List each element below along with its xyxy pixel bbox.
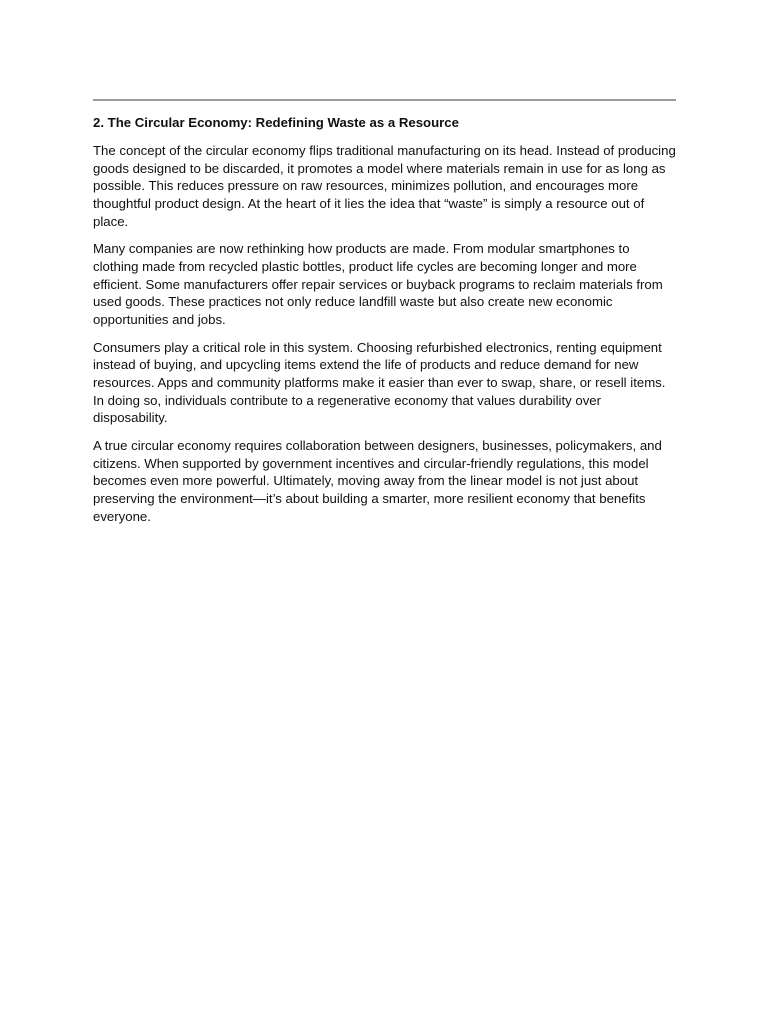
- top-divider: [93, 99, 676, 101]
- document-content: [93, 99, 676, 535]
- paragraph-1: The concept of the circular economy flips traditional manufacturing on its head. Instead of producing goods designed to be discarded, it promotes a model where materials remain in use for as long as possible. This reduces pressure on raw resources, minimizes pollution, and encourages more thoughtful product design. At the heart of it lies the idea that “waste” is simply a resource out of place.: [93, 143, 676, 229]
- paragraph-4: A true circular economy requires collaboration between designers, businesses, policymakers, and citizens. When supported by government incentives and circular-friendly regulations, this model becomes even more powerful. Ultimately, moving away from the linear model is not just about preserving the environment—it’s about building a smarter, more resilient economy that benefits everyone.: [93, 437, 662, 524]
- section-heading: 2. The Circular Economy: Redefining Waste as a Resource: [93, 115, 459, 130]
- paragraph-3: Consumers play a critical role in this system. Choosing refurbished electronics, renting equipment instead of buying, and upcycling items extend the life of products and reduce demand for new resources. Apps and community platforms make it easier than ever to swap, share, or resell items. In doing so, individuals contribute to a regenerative economy that values durability over disposability.: [93, 339, 666, 426]
- paragraph-2: Many companies are now rethinking how products are made. From modular smartphones to clothing made from recycled plastic bottles, product life cycles are becoming longer and more efficient. Some manufacturers offer repair services or buyback programs to reclaim materials from used goods. These practices not only reduce landfill waste but also create new economic opportunities and jobs.: [93, 241, 663, 328]
